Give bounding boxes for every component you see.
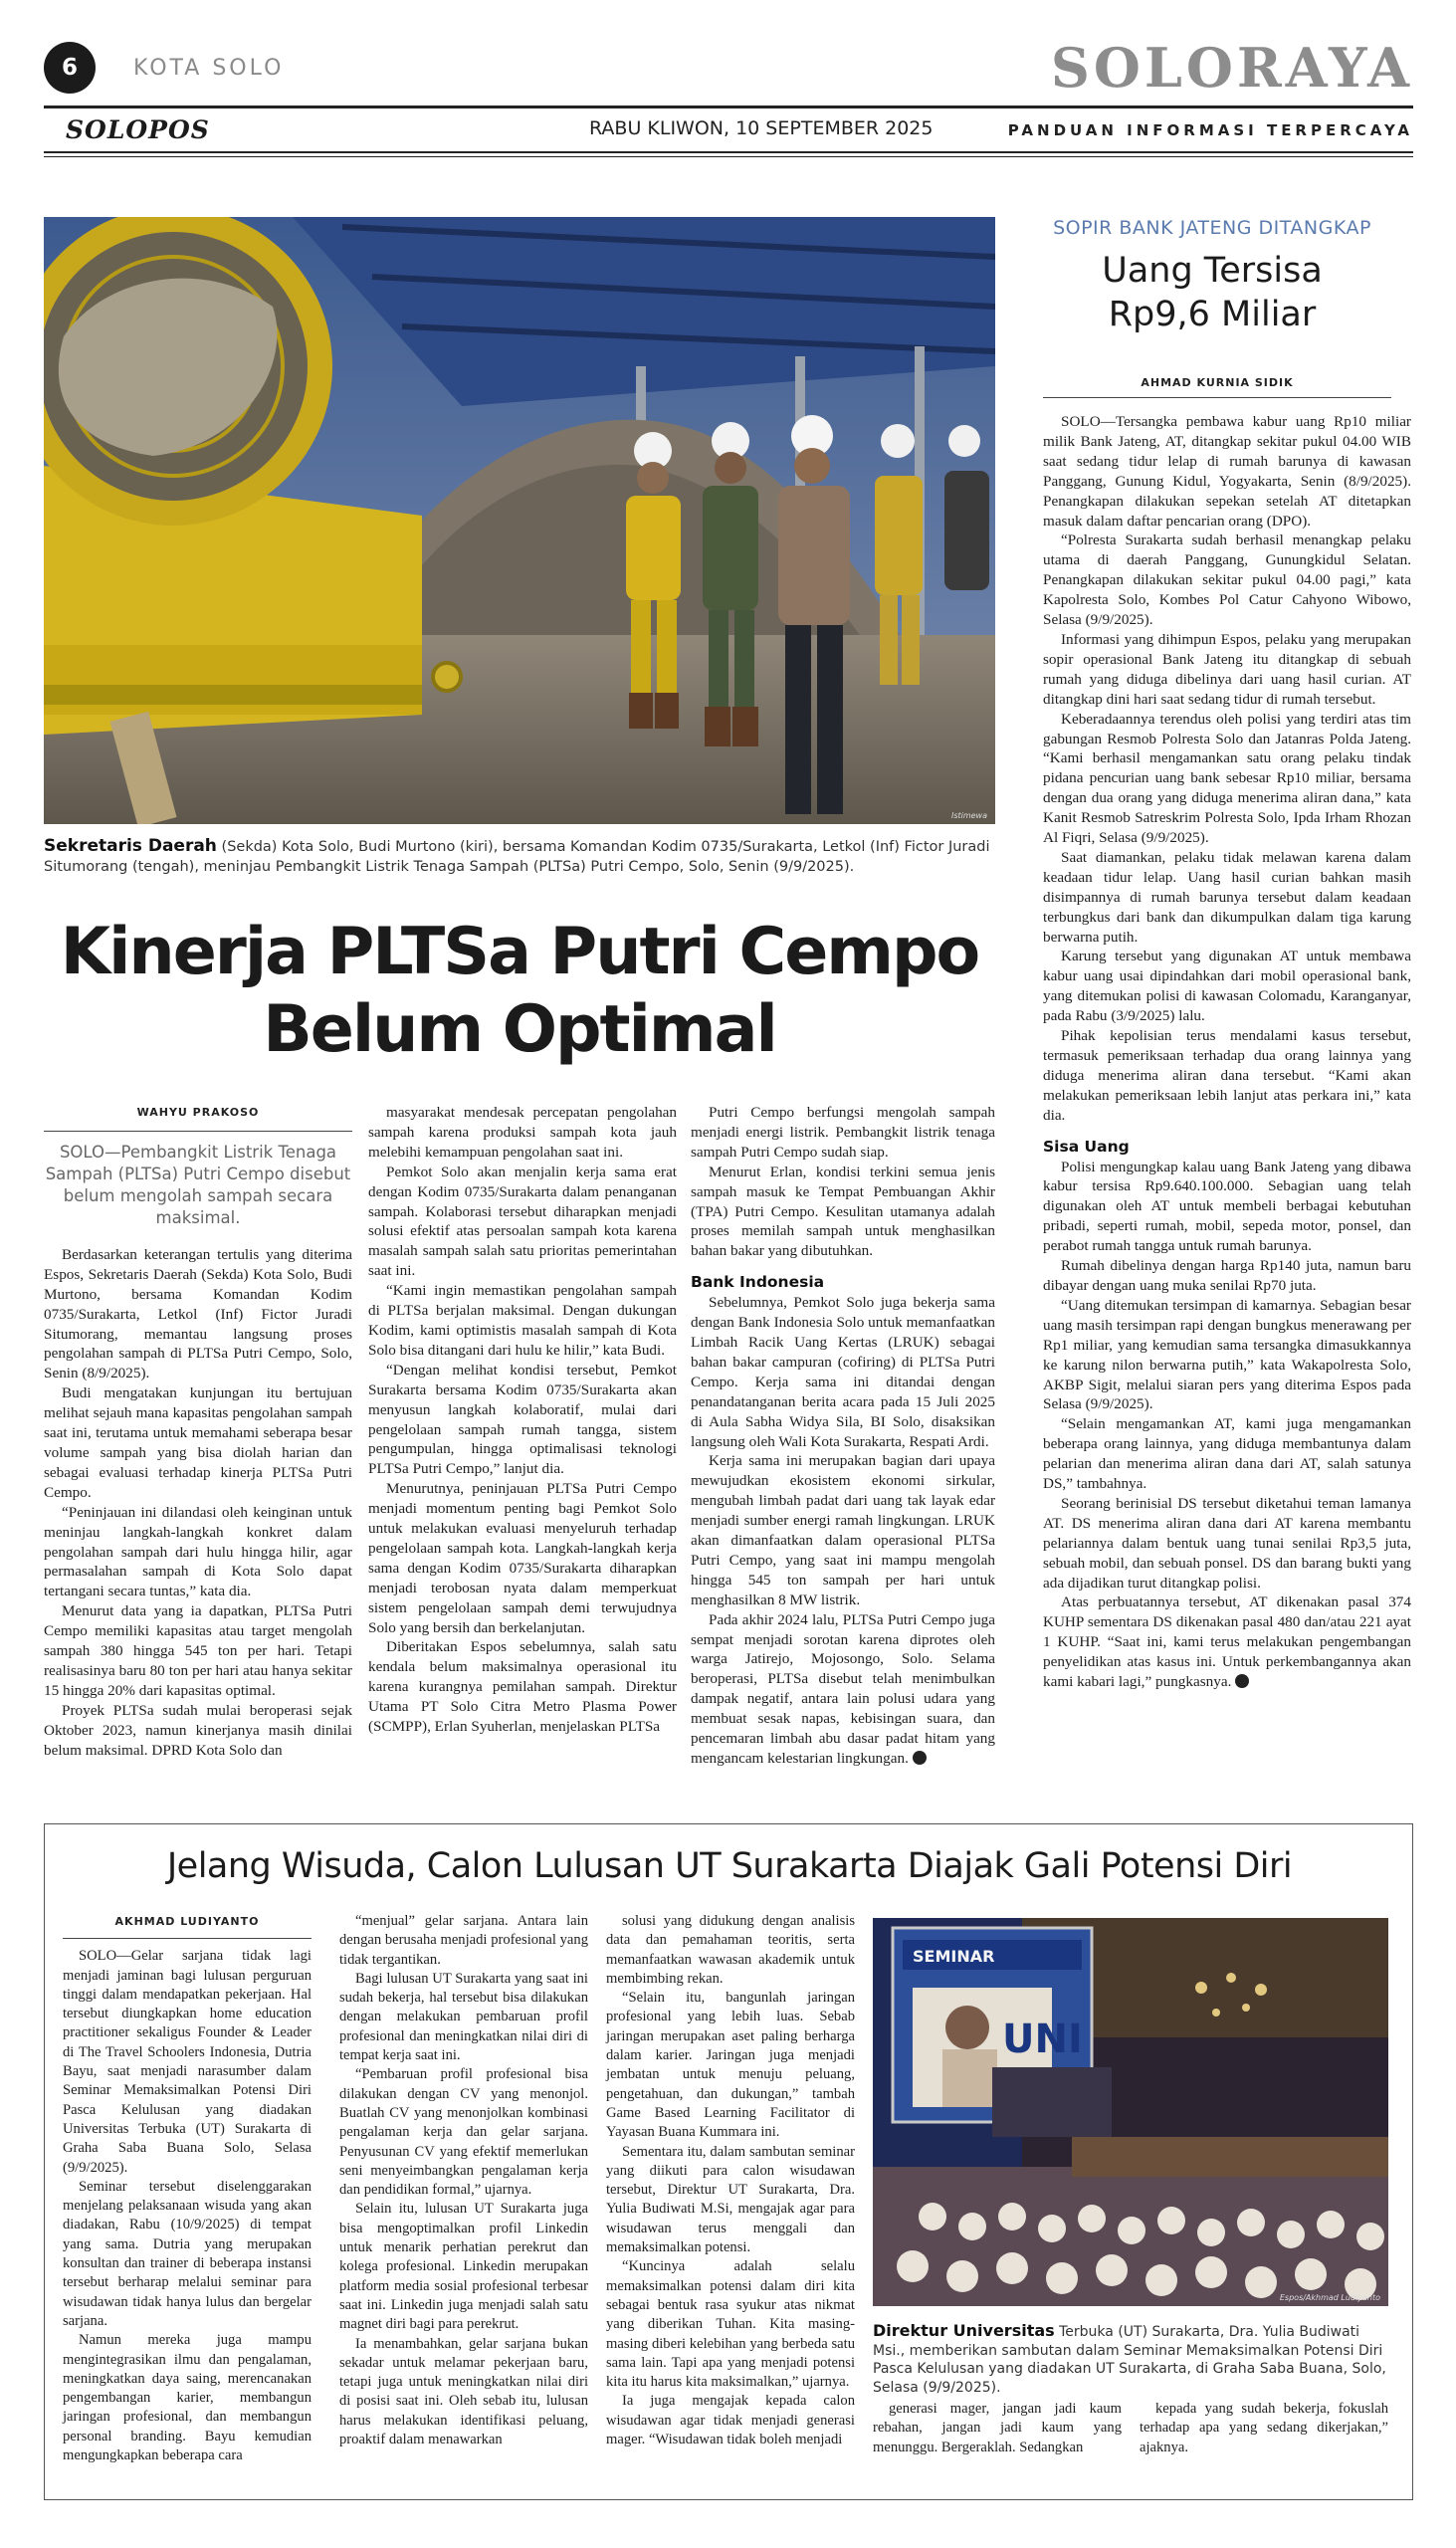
article-subhead: Bank Indonesia: [691, 1273, 825, 1292]
bottom-column-2: [339, 1912, 588, 2449]
side-story-body: [1043, 412, 1411, 1692]
side-story-paragraphs-b: [1043, 1158, 1411, 1692]
bottom-column-4: [873, 2400, 1122, 2457]
header-rule: [44, 106, 1413, 108]
paragraph: Rumah dibelinya dengan harga Rp140 juta, namun baru dibayar dengan uang muka senilai Rp70 juta.: [1043, 1257, 1411, 1294]
paragraph: Namun mereka juga mampu mengintegrasikan ilmu dan pengalaman, meningkatkan daya saing, merencanakan pengembangan karier, membangun jaringan profesional, dan membangun personal branding. Bayu kemudian mengungkapkan beberapa cara: [63, 2332, 312, 2464]
paragraph: “Polresta Surakarta sudah berhasil menangkap pelaku utama di daerah Panggang, Gunungkidul Selatan. Penangkapan dilakukan sekitar pukul 04.00 pagi,” kata Kapolresta Solo, Kombes Pol Catur Cahyono Wibowo, Selasa (9/9/2025).: [1043, 531, 1411, 629]
article-byline: WAHYU PRAKOSO: [44, 1103, 352, 1132]
paragraph: masyarakat mendesak percepatan pengolahan sampah karena produksi sampah kota jauh melebihi kemampuan pengolahan saat ini.: [368, 1104, 677, 1161]
bottom-story-box: [44, 1823, 1413, 2500]
paragraph: Pihak kepolisian terus mendalami kasus tersebut, termasuk pemeriksaan terhadap dua orang lainnya yang diduga menerima aliran dana tersebut. “Kami akan melakukan pemeriksaan lebih lanjut atas perkara ini,” kata dia.: [1043, 1027, 1411, 1124]
end-mark-icon: [1235, 1674, 1249, 1688]
bottom-photo: [873, 1918, 1388, 2306]
caption-lead: Sekretaris Daerah: [44, 836, 217, 856]
screen-banner-text: SEMINAR: [913, 1947, 995, 1966]
paragraph: Putri Cempo berfungsi mengolah sampah menjadi energi listrik. Pembangkit listrik tenaga sampah Putri Cempo sudah siap.: [691, 1104, 995, 1161]
paragraph: kepada yang sudah bekerja, fokuslah terhadap apa yang sedang dikerjakan,” ajaknya.: [1140, 2401, 1388, 2455]
side-title-line-1: Uang Tersisa: [1102, 251, 1323, 291]
paragraph: “Uang ditemukan tersimpan di kamarnya. Sebagian besar uang masih tersimpan rapi dengan bungkus menerawang per Rp1 miliar, yang kemudian sama tersangka dimasukkannya ke karung nilon berwarna putih,” kata Wakapolresta Solo, AKBP Sigit, melalui siaran pers yang diterima Espos pada Selasa (9/9/2025).: [1043, 1296, 1411, 1413]
bottom-story-title: Jelang Wisuda, Calon Lulusan UT Surakarta Diajak Gali Potensi Diri: [166, 1846, 1293, 1886]
paragraph: Menurut data yang ia dapatkan, PLTSa Putri Cempo memiliki kapasitas atau target mengolah sampah 380 hingga 545 ton per hari. Tetapi realisasinya baru 80 ton per hari atau hanya sekitar 15 hingga 20% dari kapasitas optimal.: [44, 1602, 352, 1699]
seminar-photo: [873, 1918, 1388, 2306]
article-headline: [44, 914, 995, 1069]
bottom-column-5-paragraphs: [1140, 2400, 1388, 2457]
paragraph: Menurut Erlan, kondisi terkini semua jenis sampah masuk ke Tempat Pembuangan Akhir (TPA) Putri Cempo. Kesulitan utamanya adalah proses memilah sampah untuk menghasilkan bahan bakar yang dibutuhkan.: [691, 1163, 995, 1260]
issue-date: RABU KLIWON, 10 SEPTEMBER 2025: [589, 117, 934, 139]
side-story-byline: AHMAD KURNIA SIDIK: [1043, 376, 1391, 398]
paragraph: Kerja sama ini merupakan bagian dari upaya mewujudkan ekosistem ekonomi sirkular, mengubah limbah padat dari uang tak layak edar menjadi sumber energi ramah lingkungan. LRUK akan dimanfaatkan dalam operasional PLTSa Putri Cempo, yang saat ini mampu mengolah hingga 545 ton sampah per hari untuk menghasilkan 8 MW listrik.: [691, 1452, 995, 1608]
paragraph: generasi mager, jangan jadi kaum rebahan, jangan jadi kaum yang menunggu. Bergeraklah. Sedangkan: [873, 2401, 1122, 2455]
bottom-column-4-paragraphs: [873, 2400, 1122, 2457]
paragraph: “Dengan melihat kondisi tersebut, Pemkot Surakarta bersama Kodim 0735/Surakarta akan menyusun langkah kolaboratif, mulai dari pengelolaan sampah rumah tangga, sistem pengumpulan, hingga optimalisasi teknologi PLTSa Putri Cempo,” lanjut dia.: [368, 1361, 677, 1478]
side-story-kicker: SOPIR BANK JATENG DITANGKAP: [1053, 217, 1371, 239]
section-name: KOTA SOLO: [133, 56, 285, 81]
paragraph: “menjual” gelar sarjana. Antara lain dengan berusaha menjadi profesional yang tidak tergantikan.: [339, 1913, 588, 1968]
paragraph: “Kuncinya adalah selalu memaksimalkan potensi dalam diri kita sebagai bentuk rasa syukur atas nikmat yang diberikan Tuhan. Kita masing-masing diberi kelebihan yang berbeda satu sama lain. Tapi apa yang menjadi potensi kita itu harus kita maksimalkan,” ujarnya.: [606, 2258, 855, 2391]
side-story-subhead: Sisa Uang: [1043, 1137, 1130, 1156]
column-3-paragraphs-b: [691, 1293, 995, 1769]
paragraph: Saat diamankan, pelaku tidak melawan karena dalam keadaan tidur lelap. Uang hasil curian bahkan masih disimpannya di rumah barunya tersebut dalam keadaan terbungkus dari bank dan dikumpulkan dalam tiga karung berwarna putih.: [1043, 848, 1411, 946]
paragraph: Bagi lulusan UT Surakarta yang saat ini sudah bekerja, hal tersebut bisa dilakukan dengan melakukan pembaruan profil profesional dan meningkatkan nilai diri di tempat kerja saat ini.: [339, 1970, 588, 2064]
paragraph: Keberadaannya terendus oleh polisi yang terdiri atas tim gabungan Resmob Polresta Solo dan Jatanras Polda Jateng. “Kami berhasil mengamankan satu orang pelaku tindak pidana pencurian uang bank sebesar Rp10 miliar, bersama dengan dua orang yang diduga menerima aliran dana,” kata Kanit Resmob Satreskrim Polresta Solo, Ipda Irham Rhozan Al Fiqri, Selasa (9/9/2025).: [1043, 710, 1411, 847]
paragraph: Informasi yang dihimpun Espos, pelaku yang merupakan sopir operasional Bank Jateng itu ditangkap di sebuah rumah yang diduga dibelinya dari uang hasil curian. AT ditangkap dini hari saat sedang tidur di rumah tersebut.: [1043, 630, 1411, 708]
paragraph: Ia juga mengajak kepada calon wisudawan agar tidak menjadi generasi mager. “Wisudawan tidak boleh menjadi: [606, 2393, 855, 2448]
paragraph: Diberitakan Espos sebelumnya, salah satu kendala belum maksimalnya operasional itu karena kurangnya pemilahan sampah. Direktur Utama PT Solo Citra Metro Plasma Power (SCMPP), Erlan Syuherlan, menjelaskan PLTSa: [368, 1638, 677, 1736]
main-photo: [44, 217, 995, 824]
paragraph: Ia menambahkan, gelar sarjana bukan sekadar untuk melamar pekerjaan baru, tetapi juga untuk meningkatkan nilai diri di posisi saat ini. Oleh sebab itu, lulusan harus melakukan identifikasi peluang, proaktif dalam menawarkan: [339, 2335, 588, 2448]
paragraph: “Selain itu, bangunlah jaringan profesional yang lebih luas. Sebab jaringan merupakan aset paling berharga dalam karier. Jaringan juga menjadi jembatan untuk menuju peluang, pengetahuan, dan dukungan,” tambah Game Based Learning Facilitator di Yayasan Buana Kummara ini.: [606, 1990, 855, 2141]
waste-plant-photo: [44, 217, 995, 824]
paragraph: “Selain mengamankan AT, kami juga mengamankan beberapa orang lainnya, yang diduga membantunya dalam pelarian dan menerima aliran dana dari AT, salah satunya DS,” tambahnya.: [1043, 1415, 1411, 1493]
paragraph: SOLO—Gelar sarjana tidak lagi menjadi jaminan bagi lulusan perguruan tinggi dalam mendapatkan pekerjaan. Hal tersebut diungkapkan home education practitioner sekaligus Founder & Leader di The Travel Schoolers Indonesia, Dutria Bayu, saat menjadi narasumber dalam Seminar Memaksimalkan Potensi Diri Pasca Kelulusan yang diadakan Universitas Terbuka (UT) Surakarta di Graha Saba Buana Solo, Selasa (9/9/2025).: [63, 1948, 312, 2176]
side-story-title: [1013, 249, 1411, 336]
headline-line-1: Kinerja PLTSa Putri Cempo: [60, 915, 979, 989]
bottom-caption-text: Terbuka (UT) Surakarta, Dra. Yulia Budiwati Msi., memberikan sambutan dalam Seminar Memaksimalkan Potensi Diri Pasca Kelulusan yang diadakan UT Surakarta, di Graha Saba Buana, Solo, Selasa (9/9/2025).: [873, 2324, 1386, 2396]
paragraph: Selain itu, lulusan UT Surakarta juga bisa mengoptimalkan profil Linkedin untuk menarik perhatian perekrut dan kolega profesional. Linkedin merupakan platform media sosial profesional terbesar saat ini. Linkedin juga menjadi salah satu magnet diri bagi para perekrut.: [339, 2201, 588, 2333]
paragraph: Berdasarkan keterangan tertulis yang diterima Espos, Sekretaris Daerah (Sekda) Kota Solo, Budi Murtono, bersama Komandan Kodim 0735/Surakarta, Letkol (Inf) Fictor Juradi Situmorang, memantau langsung proses pengolahan sampah di PLTSa Putri Cempo, Solo, Senin (8/9/2025).: [44, 1245, 352, 1382]
photo-credit: Istimewa: [950, 811, 987, 820]
bottom-photo-credit: Espos/Akhmad Ludiyanto: [1279, 2293, 1380, 2302]
screen-logo-text: UNI: [1002, 2017, 1083, 2062]
side-title-line-2: Rp9,6 Miliar: [1108, 295, 1317, 334]
article-column-1: [44, 1103, 352, 1760]
main-photo-caption: [44, 836, 995, 877]
caption-text: (Sekda) Kota Solo, Budi Murtono (kiri), bersama Komandan Kodim 0735/Surakarta, Letkol (Inf) Fictor Juradi Situmorang (tengah), meninjau Pembangkit Listrik Tenaga Sampah (PLTSa) Putri Cempo, Solo, Senin (9/9/2025).: [44, 839, 990, 875]
paragraph: solusi yang didukung dengan analisis data dan pemahaman teoritis, serta memanfaatkan wawasan akademik untuk membimbing rekan.: [606, 1913, 855, 1987]
paragraph: “Pembaruan profil profesional bisa dilakukan dengan CV yang menonjol. Buatlah CV yang menonjolkan kombinasi pengalaman kerja dan gelar sarjana. Penyusunan CV yang efektif memerlukan seni menyeimbangkan pengalaman kerja dan pendidikan formal,” ujarnya.: [339, 2066, 588, 2199]
paragraph: “Kami ingin memastikan pengolahan sampah di PLTSa berjalan maksimal. Dengan dukungan Kodim, kami optimistis masalah sampah di Kota Solo bisa ditangani dari hulu ke hilir,” kata Budi.: [368, 1282, 677, 1359]
article-column-2: [368, 1103, 677, 1737]
tagline: PANDUAN INFORMASI TERPERCAYA: [1007, 121, 1413, 139]
bottom-column-3: [606, 1912, 855, 2449]
article-lead: SOLO—Pembangkit Listrik Tenaga Sampah (PLTSa) Putri Cempo disebut belum mengolah sampah secara maksimal.: [45, 1142, 351, 1227]
bottom-photo-caption: [873, 2322, 1388, 2397]
end-mark-icon: [913, 1751, 927, 1765]
paragraph: Seminar tersebut diselenggarakan menjelang pelaksanaan wisuda yang akan diadakan, Rabu (10/9/2025) di tempat yang sama. Dutria yang merupakan konsultan dan trainer di beberapa instansi tersebut berharap melalui seminar para wisudawan tidak hanya lulus dan bergelar sarjana.: [63, 2178, 312, 2329]
bottom-caption-lead: Direktur Universitas: [873, 2321, 1055, 2340]
bottom-column-1-paragraphs: [63, 1947, 312, 2465]
bottom-column-1: [63, 1912, 312, 2465]
paragraph: Sebelumnya, Pemkot Solo juga bekerja sama dengan Bank Indonesia Solo untuk memanfaatkan Limbah Racik Uang Kertas (LRUK) sebagai bahan bakar campuran (cofiring) di PLTSa Putri Cempo. Kerja sama ini ditandai dengan penandatanganan berita acara pada 15 Juli 2025 di Aula Sabha Widya Sila, BI Solo, disaksikan langsung oleh Wali Kota Surakarta, Respati Ardi.: [691, 1294, 995, 1450]
bottom-column-5: [1140, 2400, 1388, 2457]
article-column-3: [691, 1103, 995, 1769]
side-story-byline-wrap: [1043, 376, 1391, 398]
header-rule-bottom-thin: [44, 156, 1413, 157]
paragraph: “Peninjauan ini dilandasi oleh keinginan untuk meninjau langkah-langkah konkret dalam pengolahan sampah dari hulu hingga hilir, agar permasalahan sampah di Kota Solo dapat tertangani secara tuntas,” kata dia.: [44, 1503, 352, 1600]
paragraph: Pemkot Solo akan menjalin kerja sama erat dengan Kodim 0735/Surakarta dalam penanganan sampah. Kolaborasi tersebut diharapkan menjadi solusi efektif atas persoalan sampah kota karena masalah sampah salah satu prioritas pemerintahan saat ini.: [368, 1163, 677, 1280]
header-rule-bottom: [44, 151, 1413, 153]
paragraph: Proyek PLTSa sudah mulai beroperasi sejak Oktober 2023, namun kinerjanya masih dinilai belum maksimal. DPRD Kota Solo dan: [44, 1701, 352, 1759]
headline-line-2: Belum Optimal: [263, 992, 776, 1067]
side-story-paragraphs-a: [1043, 412, 1411, 1126]
page-header: [44, 30, 1413, 159]
paragraph: Seorang berinisial DS tersebut diketahui teman lamanya AT. DS menerima aliran dana dari AT karena membantu pelariannya dalam bentuk uang tunai senilai Rp3,5 juta, sebuah mobil, dan sebuah ponsel. DS dan barang bukti yang ada dijadikan turut ditangkap polisi.: [1043, 1494, 1411, 1592]
bottom-story-byline: AKHMAD LUDIYANTO: [63, 1912, 312, 1939]
paragraph: Menurutnya, peninjauan PLTSa Putri Cempo menjadi momentum penting bagi Pemkot Solo untuk melakukan evaluasi menyeluruh terhadap pengelolaan sampah kota. Langkah-langkah kerja sama dengan Kodim 0735/Surakarta diharapkan menjadi terobosan nyata dalam memperkuat sistem pengelolaan sampah demi terwujudnya Solo yang bersih dan berkelanjutan.: [368, 1480, 677, 1636]
bottom-column-2-paragraphs: [339, 1912, 588, 2449]
paragraph: Atas perbuatannya tersebut, AT dikenakan pasal 374 KUHP sementara DS dikenakan pasal 480 dan/atau 221 ayat 1 KUHP. “Saat ini, kami terus melakukan pengembangan penyelidikan atas kasus ini. Untuk perkembangannya akan kami kabari lagi,” pungkasnya.: [1043, 1593, 1411, 1691]
page-number: 6: [44, 42, 96, 94]
paragraph: Polisi mengungkap kalau uang Bank Jateng yang dibawa kabur tersisa Rp9.640.100.000. Sebagian uang telah digunakan oleh AT untuk membeli berbagai kebutuhan pribadi, seperti rumah, mobil, sepeda motor, ponsel, dan perabot rumah tangga untuk rumah barunya.: [1043, 1158, 1411, 1255]
paragraph: Sementara itu, dalam sambutan seminar yang diikuti para calon wisudawan tersebut, Direktur UT Surakarta, Dra. Yulia Budiwati M.Si, mengajak agar para wisudawan terus menggali dan memaksimalkan potensi.: [606, 2143, 855, 2256]
paragraph: Pada akhir 2024 lalu, PLTSa Putri Cempo juga sempat menjadi sorotan karena diprotes oleh warga Jatirejo, Mojosongo, Solo. Selama beroperasi, PLTSa disebut telah menimbulkan dampak negatif, antara lain polusi udara yang membuat sesak napas, kebisingan suara, dan pencemaran limbah abu dasar padat hitam yang mengancam kelestarian lingkungan.: [691, 1610, 995, 1767]
paragraph: Budi mengatakan kunjungan itu bertujuan melihat sejauh mana kapasitas pengolahan sampah saat ini, terutama untuk memahami seberapa besar volume sampah yang bisa diolah harian dan sebagai evaluasi terhadap kinerja PLTSa Putri Cempo.: [44, 1384, 352, 1501]
column-2-paragraphs: [368, 1103, 677, 1737]
column-1-paragraphs: [44, 1245, 352, 1761]
paragraph: Karung tersebut yang digunakan AT untuk membawa kabur uang usai dipindahkan dari mobil operasional bank, yang ditemukan polisi di kawasan Colomadu, Karanganyar, pada Rabu (3/9/2025) lalu.: [1043, 948, 1411, 1025]
paragraph: SOLO—Tersangka pembawa kabur uang Rp10 miliar milik Bank Jateng, AT, ditangkap sekitar pukul 04.00 WIB saat sedang tidur lelap di rumah barunya di kawasan Panggang, Gunung Kidul, Yogyakarta, Senin (8/9/2025). Penangkapan dilakukan sepekan setelah AT ditetapkan masuk dalam daftar pencarian orang (DPO).: [1043, 413, 1411, 530]
bottom-column-3-paragraphs: [606, 1912, 855, 2449]
section-brand: SOLORAYA: [1050, 36, 1413, 100]
masthead-logo: SOLOPOS: [66, 115, 210, 144]
column-3-paragraphs-a: [691, 1103, 995, 1261]
